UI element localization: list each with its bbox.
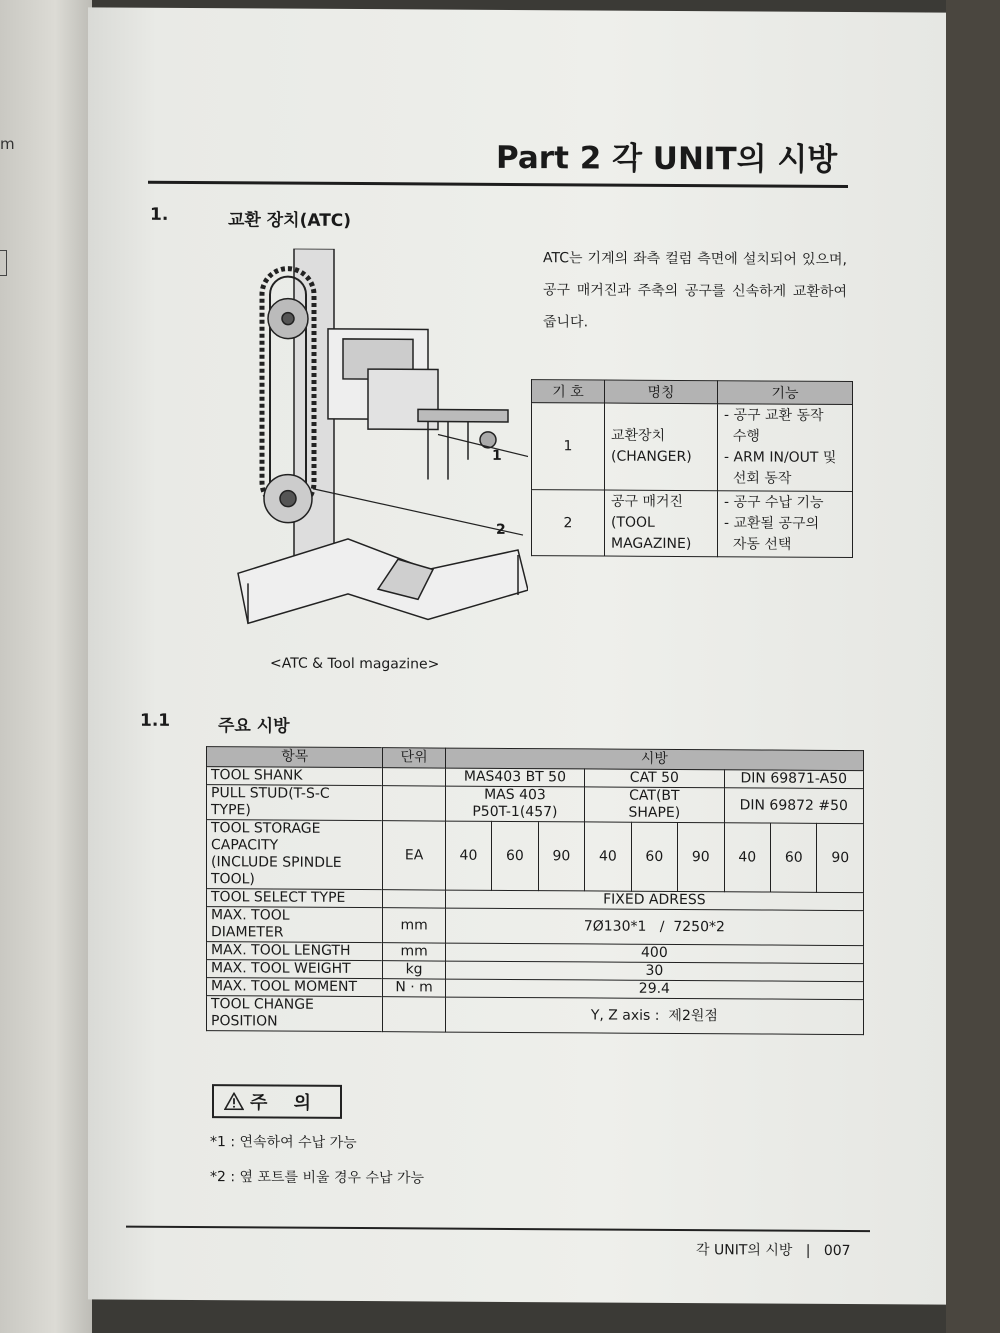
figure-caption: <ATC & Tool magazine> (270, 655, 440, 673)
spec-header-item: 항목 (207, 747, 383, 768)
spec-label: TOOL SELECT TYPE (207, 889, 383, 908)
callout-2: 2 (496, 521, 506, 538)
parts-header-name: 명칭 (605, 380, 718, 404)
note-2: *2 : 옆 포트를 비울 경우 수납 가능 (210, 1169, 425, 1187)
intro-paragraph: ATC는 기계의 좌측 컬럼 측면에 설치되어 있으며, 공구 매거진과 주축의 공구를 신속하게 교환하여 줍니다. (543, 250, 847, 331)
spec-value: 90 (817, 823, 864, 892)
spec-value: 60 (771, 823, 817, 892)
spec-value: 40 (585, 822, 631, 891)
table-row (207, 820, 864, 893)
spec-unit: EA (383, 821, 445, 890)
spec-value: 7Ø130*1 / 7250*2 (445, 908, 863, 946)
spec-label: MAX. TOOL DIAMETER (207, 907, 383, 943)
spec-value: DIN 69871-A50 (724, 770, 863, 789)
section-number: 1. (150, 204, 169, 225)
section-title: 교환 장치(ATC) (228, 210, 352, 231)
spec-unit: mm (383, 943, 445, 961)
footer-rule (126, 1226, 870, 1233)
table-row (207, 907, 864, 946)
spec-unit: N · m (383, 979, 445, 997)
left-page-text-fragment: m (0, 135, 15, 153)
left-page-box-fragment (0, 250, 7, 276)
spec-label: TOOL SHANK (207, 767, 383, 786)
spec-value: 400 (445, 943, 863, 964)
spec-value: 60 (631, 822, 677, 891)
table-row (207, 785, 864, 824)
parts-symbol: 2 (532, 490, 605, 556)
page-footer: 각 UNIT의 시방 | 007 (696, 1242, 851, 1260)
table-row (532, 490, 853, 558)
spec-label: TOOL STORAGE CAPACITY (INCLUDE SPINDLE TOOL) (207, 820, 383, 890)
atc-illustration (228, 248, 528, 650)
caution-box (212, 1084, 342, 1119)
spec-unit: kg (383, 961, 445, 979)
parts-header-function: 기능 (718, 381, 853, 405)
spec-value: CAT 50 (585, 769, 724, 788)
title-rule (148, 181, 848, 188)
spec-value: MAS403 BT 50 (445, 768, 584, 787)
spec-label: MAX. TOOL WEIGHT (207, 960, 383, 979)
spec-value: 60 (492, 821, 538, 890)
parts-table (531, 379, 853, 558)
left-page-edge (0, 0, 92, 1333)
spec-value: MAS 403 P50T-1(457) (445, 786, 584, 822)
parts-function: - 공구 수납 기능 - 교환될 공구의 자동 선택 (718, 491, 853, 558)
spec-value: 90 (678, 822, 724, 891)
spec-value: 30 (445, 961, 863, 982)
background-table (946, 0, 1000, 1333)
spec-label: PULL STUD(T-S-C TYPE) (207, 785, 383, 821)
parts-function: - 공구 교환 동작 수행 - ARM IN/OUT 및 선회 동작 (718, 404, 853, 492)
spec-value: 40 (724, 823, 770, 892)
spec-value: Y, Z axis : 제2원점 (445, 997, 863, 1035)
spec-value: 29.4 (445, 979, 863, 1000)
spec-label: MAX. TOOL LENGTH (207, 942, 383, 961)
part-title: Part 2 각 UNIT의 시방 (496, 139, 838, 178)
spec-value: FIXED ADRESS (445, 890, 863, 911)
spec-header-spec: 시방 (445, 748, 863, 771)
callout-1: 1 (492, 447, 502, 464)
spec-label: MAX. TOOL MOMENT (207, 978, 383, 997)
spec-unit (383, 768, 445, 786)
spec-label: TOOL CHANGE POSITION (207, 996, 383, 1032)
warning-triangle-icon (224, 1092, 244, 1110)
spec-unit (383, 890, 445, 908)
spec-value: CAT(BT SHAPE) (585, 787, 724, 823)
spec-unit (383, 997, 445, 1032)
spec-header-unit: 단위 (383, 748, 445, 768)
note-1: *1 : 연속하여 수납 가능 (210, 1134, 357, 1152)
parts-symbol: 1 (532, 403, 605, 490)
table-row (532, 403, 853, 492)
spec-value: 40 (445, 821, 491, 890)
manual-page (88, 7, 946, 1304)
spec-value: DIN 69872 #50 (724, 788, 863, 824)
spec-table (206, 746, 864, 1035)
subsection-number: 1.1 (140, 710, 171, 731)
parts-header-symbol: 기 호 (532, 380, 605, 403)
table-row (207, 996, 864, 1035)
parts-name: 공구 매거진 (TOOL MAGAZINE) (605, 490, 718, 557)
subsection-title: 주요 시방 (218, 716, 290, 737)
spec-unit: mm (383, 908, 445, 943)
spec-unit (383, 786, 445, 821)
caution-label: 주 의 (250, 1092, 322, 1114)
parts-name: 교환장치 (CHANGER) (605, 403, 718, 491)
spec-value: 90 (538, 822, 584, 891)
